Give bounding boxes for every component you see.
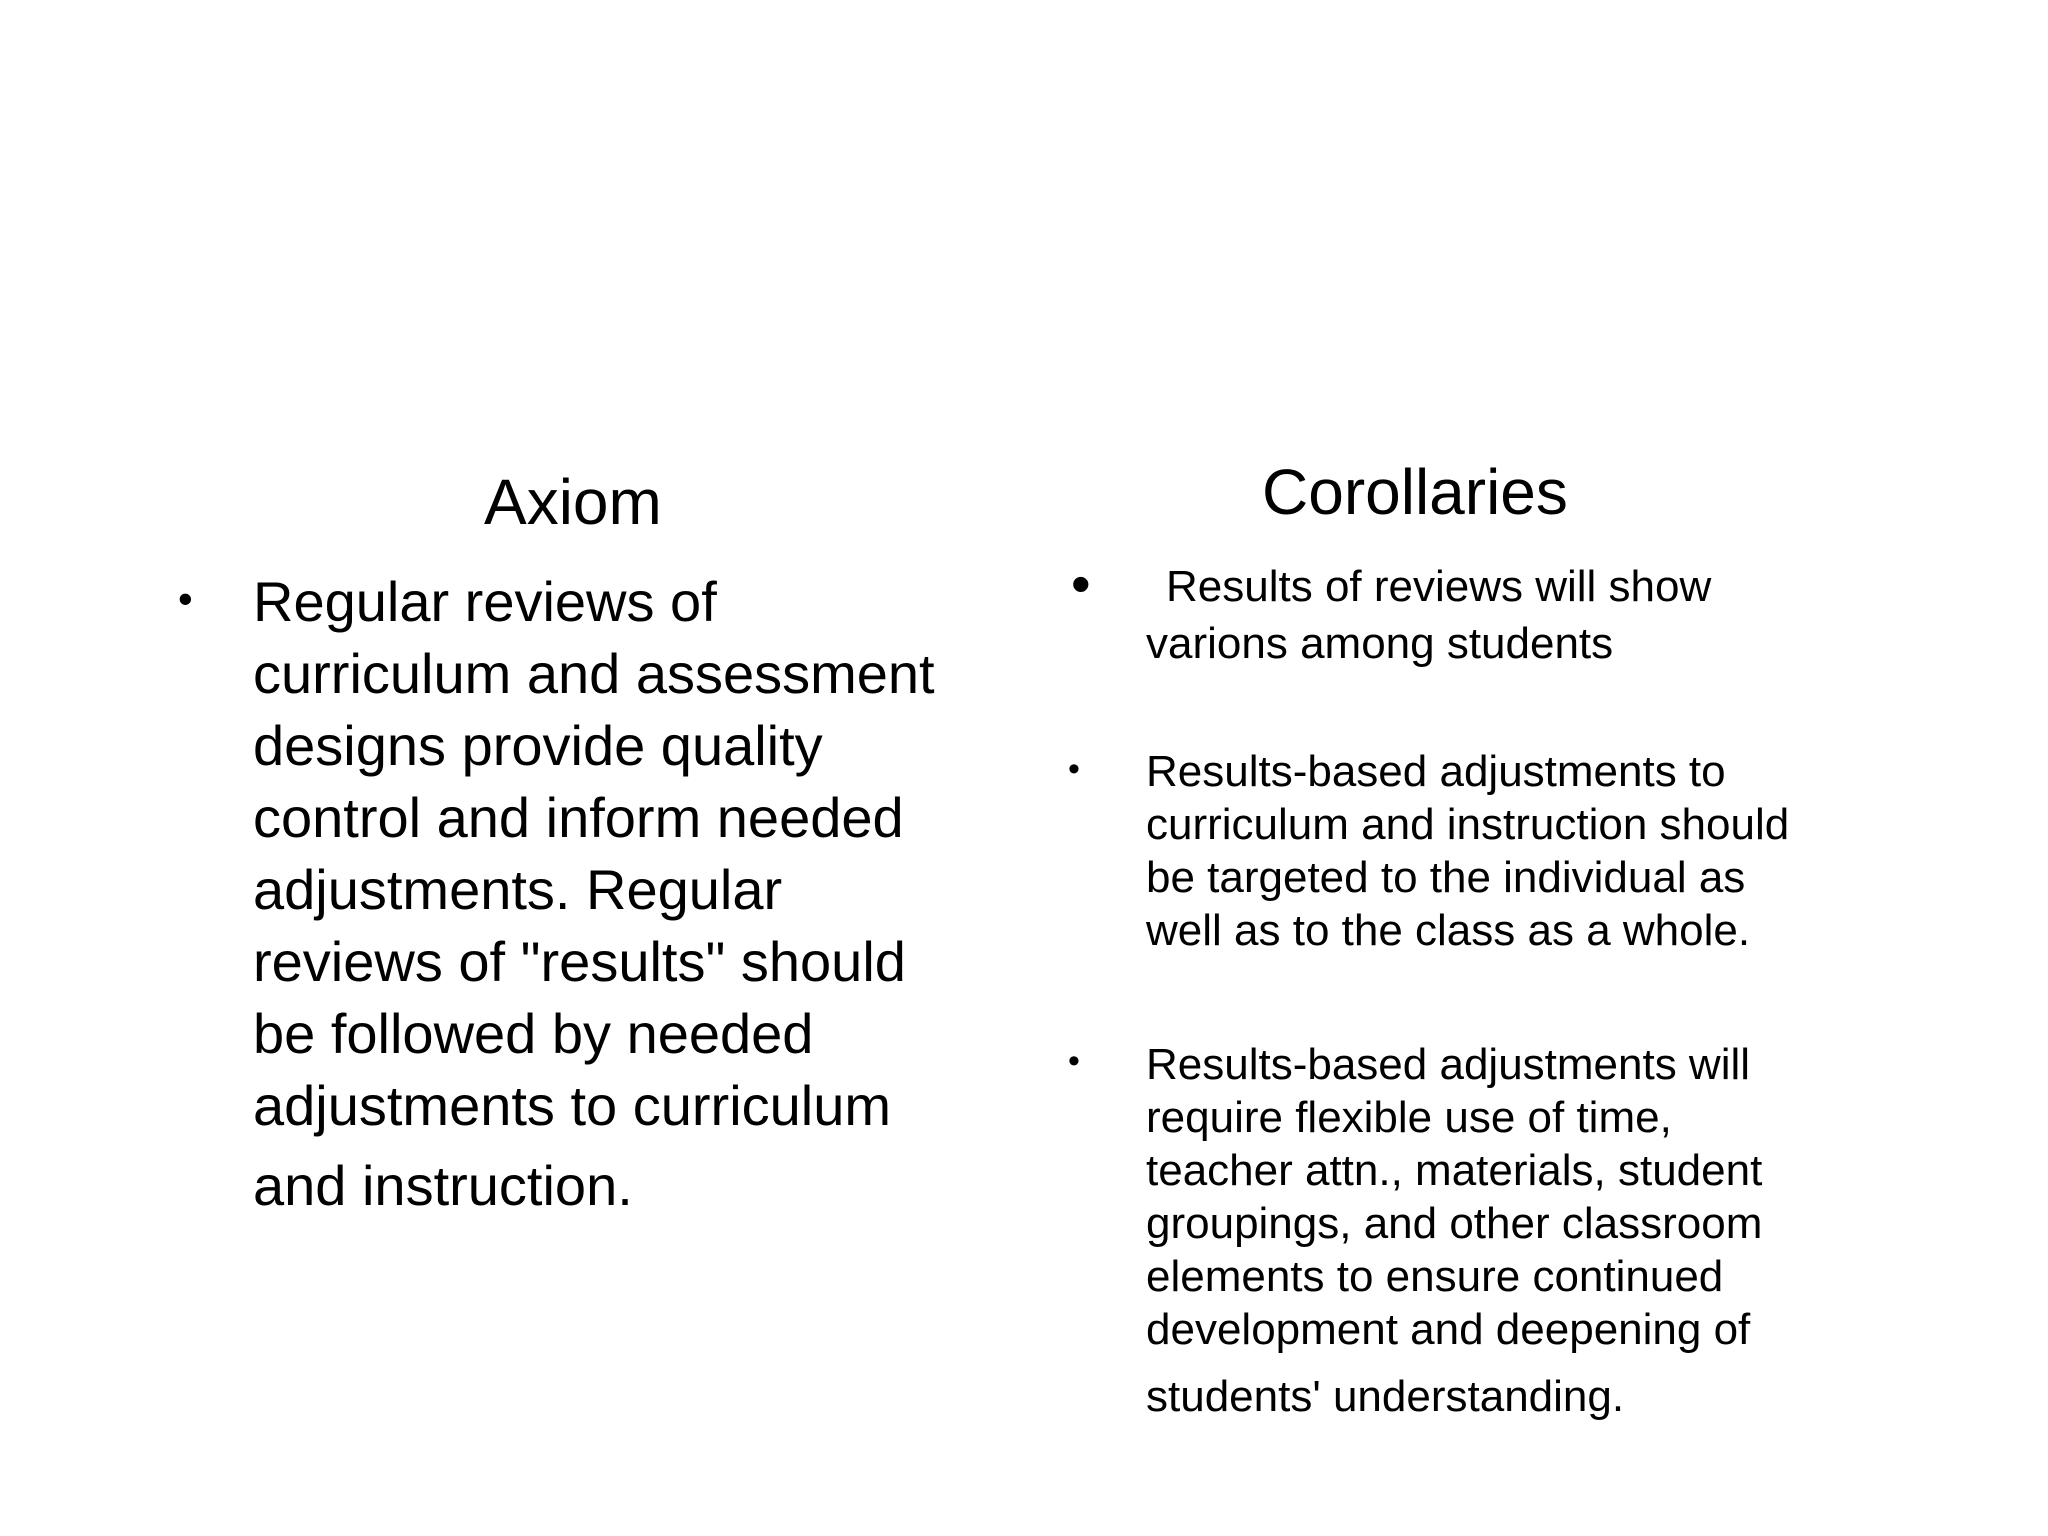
corollary-item bbox=[1146, 1038, 1906, 1423]
axiom-bullet-icon: • bbox=[178, 575, 193, 622]
axiom-line: reviews of "results" should bbox=[253, 930, 906, 993]
corollary-line: well as to the class as a whole. bbox=[1146, 906, 1751, 955]
corollary-line: Results-based adjustments to bbox=[1146, 747, 1726, 796]
axiom-line: designs provide quality bbox=[253, 714, 823, 777]
corollary-item bbox=[1146, 560, 1906, 670]
corollary-item bbox=[1146, 745, 1906, 957]
corollary-bullet-icon: • bbox=[1068, 750, 1080, 788]
corollary-line: groupings, and other classroom bbox=[1146, 1199, 1763, 1248]
corollary-line: elements to ensure continued bbox=[1146, 1252, 1724, 1301]
axiom-line: Regular reviews of bbox=[253, 570, 717, 633]
corollary-bullet-icon: • bbox=[1071, 552, 1091, 615]
corollary-line: varions among students bbox=[1146, 619, 1614, 668]
corollary-line: development and deepening of bbox=[1146, 1305, 1751, 1354]
corollary-line: Results-based adjustments will bbox=[1146, 1040, 1751, 1089]
axiom-line: curriculum and assessment bbox=[253, 642, 935, 705]
axiom-heading: Axiom bbox=[484, 466, 662, 538]
axiom-text bbox=[253, 566, 1033, 1222]
axiom-line: be followed by needed bbox=[253, 1002, 814, 1065]
corollary-line: students' understanding. bbox=[1146, 1372, 1625, 1421]
axiom-line: adjustments to curriculum bbox=[253, 1074, 892, 1137]
corollaries-heading: Corollaries bbox=[1262, 456, 1568, 528]
corollary-line: Results of reviews will show bbox=[1166, 562, 1712, 611]
corollary-line: teacher attn., materials, student bbox=[1146, 1146, 1763, 1195]
corollary-bullet-icon: • bbox=[1068, 1042, 1080, 1080]
axiom-line: adjustments. Regular bbox=[253, 858, 783, 921]
corollary-line: be targeted to the individual as bbox=[1146, 853, 1746, 902]
axiom-line: control and inform needed bbox=[253, 786, 904, 849]
corollary-line: require flexible use of time, bbox=[1146, 1093, 1672, 1142]
corollary-line: curriculum and instruction should bbox=[1146, 800, 1790, 849]
axiom-line: and instruction. bbox=[253, 1154, 633, 1217]
